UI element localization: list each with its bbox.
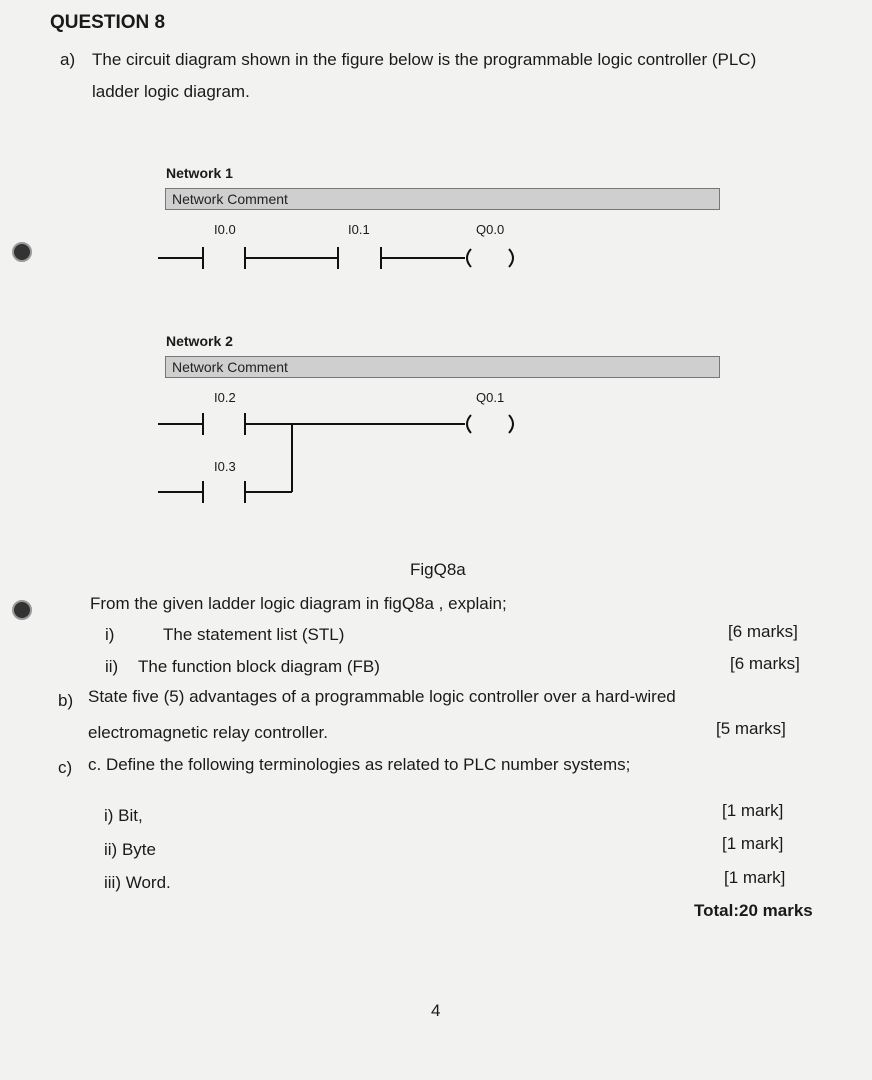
question-title: QUESTION 8 (50, 12, 166, 33)
part-b-label: b) (58, 691, 74, 710)
item-i-number: i) (105, 625, 115, 644)
network-2-coil-label: Q0.1 (476, 390, 505, 405)
network-1-comment: Network Comment (172, 191, 288, 207)
part-c-item-bit-marks: [1 mark] (722, 801, 784, 820)
network-2-comment: Network Comment (172, 359, 288, 375)
network-1-contact-1-label: I0.0 (214, 222, 236, 237)
part-b-text-line1: State five (5) advantages of a programmable logic controller over a hard-wired (88, 687, 676, 706)
item-ii-marks: [6 marks] (730, 654, 800, 673)
part-c-item-byte: ii) Byte (104, 840, 156, 859)
part-a-text-line1: The circuit diagram shown in the figure below is the programmable logic controller (PLC) (92, 50, 757, 69)
page-number: 4 (431, 1001, 441, 1020)
network-2-rung (158, 413, 513, 503)
part-c-text: c. Define the following terminologies as related to PLC number systems; (88, 755, 631, 774)
network-1-title: Network 1 (166, 165, 233, 181)
network-1-coil-right (509, 249, 513, 267)
figure-caption: FigQ8a (410, 560, 466, 579)
part-c-label: c) (58, 758, 73, 777)
instructions-intro: From the given ladder logic diagram in figQ8a , explain; (90, 594, 507, 613)
item-i-marks: [6 marks] (728, 622, 798, 641)
network-2-contact-2-label: I0.3 (214, 459, 236, 474)
network-1-coil-left (467, 249, 471, 267)
network-1-rung (158, 247, 513, 269)
part-c-item-word: iii) Word. (104, 873, 171, 892)
part-c-item-byte-marks: [1 mark] (722, 834, 784, 853)
part-c-item-bit: i) Bit, (104, 806, 143, 825)
network-1-contact-2-label: I0.1 (348, 222, 370, 237)
item-i-text: The statement list (STL) (163, 625, 345, 644)
network-2-contact-1-label: I0.2 (214, 390, 236, 405)
part-a-label: a) (60, 50, 76, 69)
network-2-coil-left (467, 415, 471, 433)
network-1-coil-label: Q0.0 (476, 222, 505, 237)
part-c-item-word-marks: [1 mark] (724, 868, 786, 887)
network-2-coil-right (509, 415, 513, 433)
item-ii-number: ii) (105, 657, 119, 676)
part-a-text-line2: ladder logic diagram. (92, 82, 250, 101)
part-b-marks: [5 marks] (716, 719, 786, 738)
part-b-text-line2: electromagnetic relay controller. (88, 723, 329, 742)
network-2-title: Network 2 (166, 333, 233, 349)
item-ii-text: The function block diagram (FB) (138, 657, 380, 676)
total-marks: Total:20 marks (694, 901, 813, 920)
